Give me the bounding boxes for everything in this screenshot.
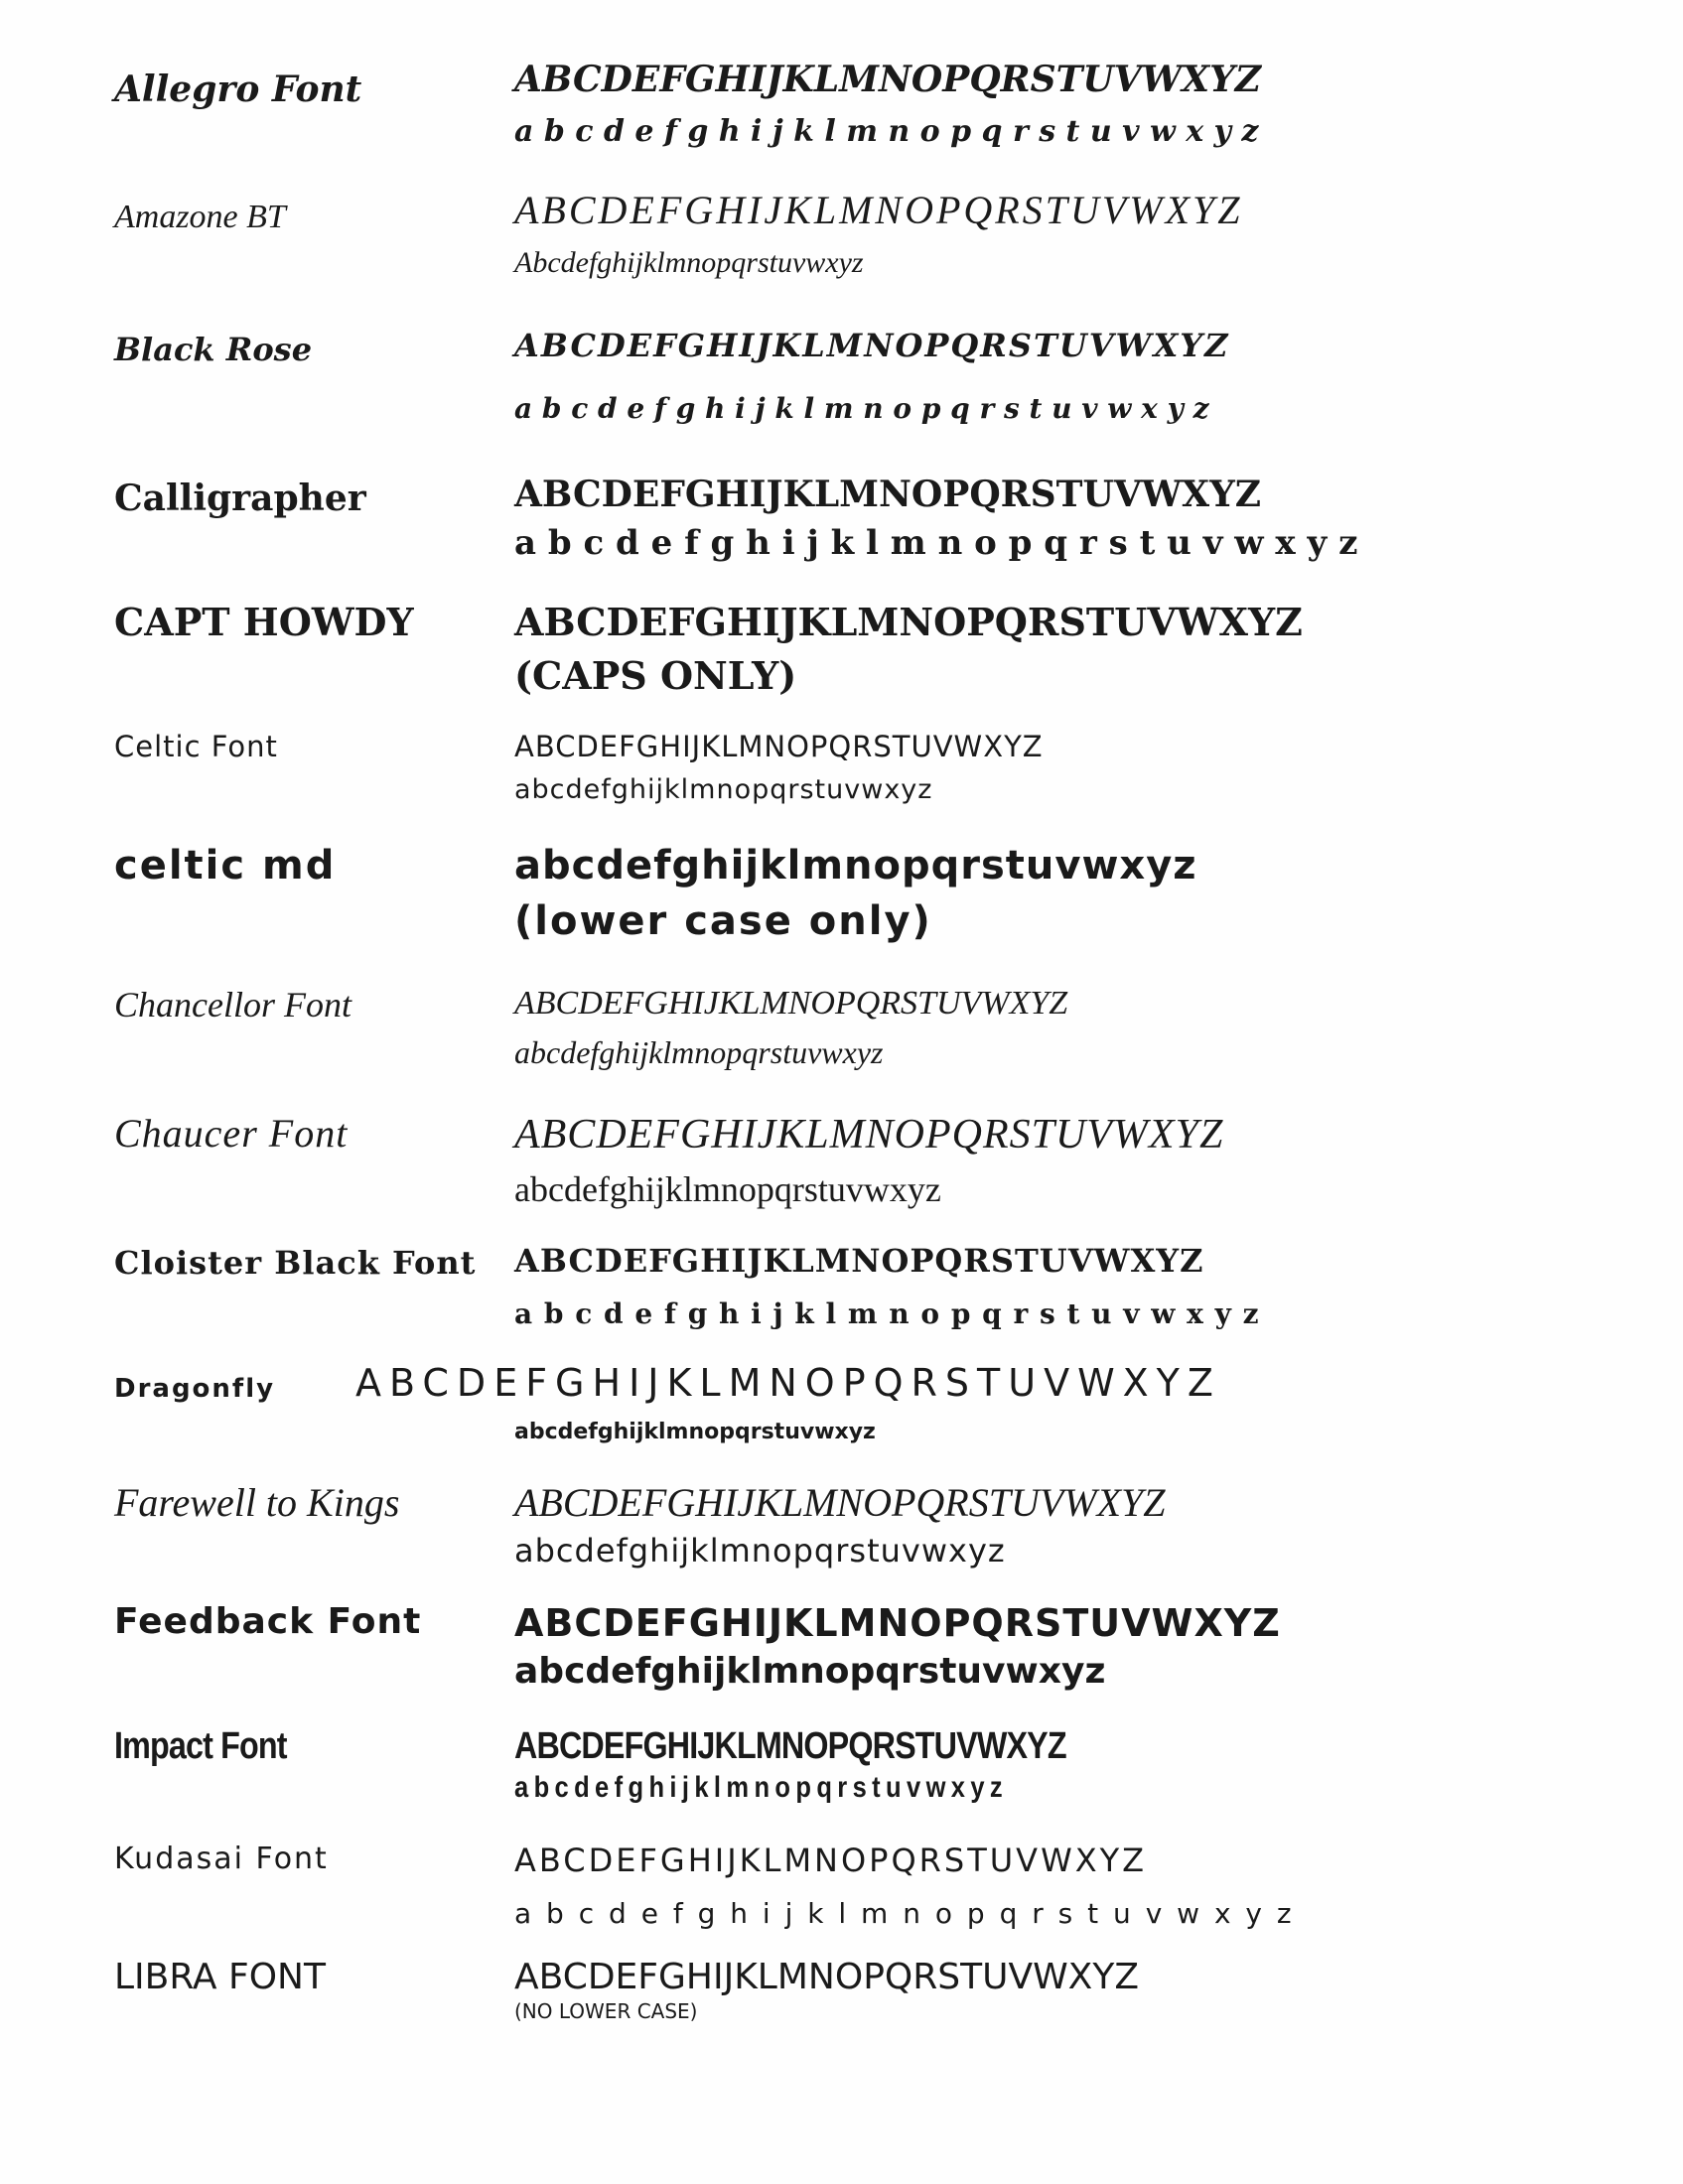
font-sample-uppercase: ABCDEFGHIJKLMNOPQRSTUVWXYZ <box>514 59 1262 100</box>
font-sample-uppercase: ABCDEFGHIJKLMNOPQRSTUVWXYZ <box>514 1842 1148 1879</box>
font-sample-lowercase: a b c d e f g h i j k l m n o p q r s t u v w x y z <box>514 1897 1295 1930</box>
font-sample-lowercase: a b c d e f g h i j k l m n o p q r s t u v w x y z <box>514 523 1358 563</box>
font-sample-uppercase: ABCDEFGHIJKLMNOPQRSTUVWXYZ <box>514 985 1068 1022</box>
font-sample-lowercase: a b c d e f g h i j k l m n o p q r s t u v w x y z <box>514 114 1259 149</box>
font-sample-note: (NO LOWER CASE) <box>514 1999 698 2023</box>
font-sample-uppercase: ABCDEFGHIJKLMNOPQRSTUVWXYZ <box>514 1957 1139 1997</box>
font-sample-uppercase: ABCDEFGHIJKLMNOPQRSTUVWXYZ <box>514 188 1243 232</box>
font-name: Farewell to Kings <box>114 1480 400 1525</box>
font-name: Chaucer Font <box>114 1111 349 1156</box>
font-sample-note: (CAPS ONLY) <box>514 653 797 698</box>
font-sample-lowercase: abcdefghijklmnopqrstuvwxyz <box>514 1532 1006 1570</box>
font-sample-uppercase: ABCDEFGHIJKLMNOPQRSTUVWXYZ <box>514 1725 1066 1767</box>
font-sample-lowercase: abcdefghijklmnopqrstuvwxyz <box>514 1420 876 1444</box>
font-name: Black Rose <box>114 331 313 368</box>
font-sample-uppercase: ABCDEFGHIJKLMNOPQRSTUVWXYZ <box>514 1601 1281 1645</box>
font-name: Impact Font <box>114 1725 287 1767</box>
font-name: CAPT HOWDY <box>114 600 414 644</box>
font-sample-lowercase: abcdefghijklmnopqrstuvwxyz <box>514 1034 884 1070</box>
font-sample-uppercase: ABCDEFGHIJKLMNOPQRSTUVWXYZ <box>514 730 1044 763</box>
font-name: Amazone BT <box>114 199 286 235</box>
font-sample-lowercase: a b c d e f g h i j k l m n o p q r s t u v w x y z <box>514 1297 1260 1330</box>
font-sample-uppercase: ABCDEFGHIJKLMNOPQRSTUVWXYZ <box>514 474 1262 515</box>
font-sample-uppercase: ABCDEFGHIJKLMNOPQRSTUVWXYZ <box>514 327 1230 364</box>
font-name: Calligrapher <box>114 478 366 519</box>
font-sample-lowercase: abcdefghijklmnopqrstuvwxyz <box>514 1651 1106 1692</box>
font-sample-lowercase: abcdefghijklmnopqrstuvwxyz <box>514 843 1197 888</box>
font-sample-lowercase: a b c d e f g h i j k l m n o p q r s t u v w x y z <box>514 392 1209 425</box>
font-name: Dragonfly <box>114 1374 276 1404</box>
font-name: Allegro Font <box>114 68 362 110</box>
font-sample-note: (lower case only) <box>514 898 932 944</box>
font-name: Cloister Black Font <box>114 1244 477 1282</box>
font-sample-uppercase: ABCDEFGHIJKLMNOPQRSTUVWXYZ <box>355 1361 1221 1405</box>
font-sample-lowercase: a b c d e f g h i j k l m n o p q r s t u v w x y z <box>514 1771 1002 1804</box>
font-sample-uppercase: ABCDEFGHIJKLMNOPQRSTUVWXYZ <box>514 600 1303 644</box>
font-name: LIBRA FONT <box>114 1957 326 1997</box>
font-name: Kudasai Font <box>114 1842 329 1876</box>
font-sample-lowercase: Abcdefghijklmnopqrstuvwxyz <box>514 246 864 279</box>
font-sample-lowercase: abcdefghijklmnopqrstuvwxyz <box>514 774 933 805</box>
font-name: Feedback Font <box>114 1601 422 1642</box>
font-sample-uppercase: ABCDEFGHIJKLMNOPQRSTUVWXYZ <box>514 1480 1166 1525</box>
font-sample-lowercase: abcdefghijklmnopqrstuvwxyz <box>514 1169 941 1209</box>
font-name: Celtic Font <box>114 730 278 763</box>
font-name: Chancellor Font <box>114 985 351 1024</box>
font-name: celtic md <box>114 843 337 888</box>
font-sample-uppercase: ABCDEFGHIJKLMNOPQRSTUVWXYZ <box>514 1242 1204 1280</box>
font-sample-uppercase: ABCDEFGHIJKLMNOPQRSTUVWXYZ <box>514 1112 1224 1158</box>
